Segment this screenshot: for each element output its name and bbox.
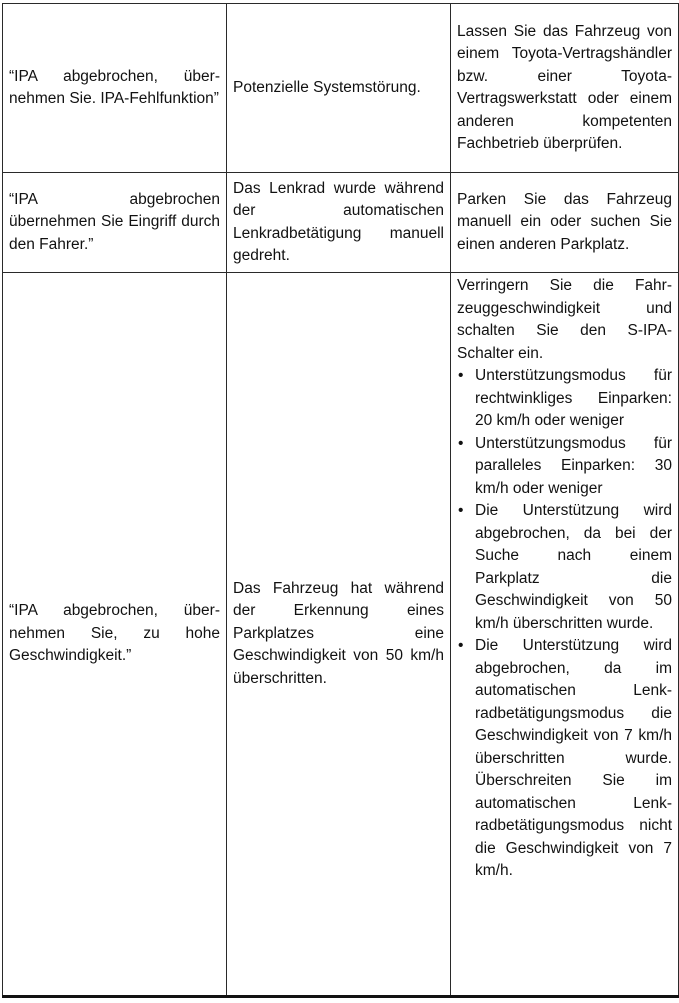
message-table	[2, 3, 679, 998]
cause-cell: Potenzielle Systemstörung.	[227, 4, 451, 173]
table-row	[3, 173, 679, 273]
bullet-list	[457, 365, 672, 883]
table-row	[3, 273, 679, 997]
action-text: Verringern Sie die Fahrzeuggeschwindigkeit und schalten Sie den S-IPA-Schalter ein.	[457, 277, 672, 362]
list-item: • Die Unterstützung wird abgebrochen, da im automatischen Lenkradbetätigungsmodus die Geschwindigkeit von 7 km/h überschritten wurde. Überschreiten Sie im automatischen Lenkradbetätigungsmodus nicht die Geschwindigkeit von 7 km/h.	[457, 635, 672, 883]
cause-cell: Das Lenkrad wurde während der automatischen Lenkradbetätigung manuell gedreht.	[227, 173, 451, 273]
action-cell: Lassen Sie das Fahrzeug von einem Toyota-Vertragshändler bzw. einer Toyota-Vertragswerkstatt oder einem anderen kompetenten Fachbetrieb überprüfen.	[451, 4, 679, 173]
list-item: • Die Unterstützung wird abgebrochen, da bei der Suche nach einem Parkplatz die Geschwindigkeit von 50 km/h überschritten wurde.	[457, 500, 672, 635]
message-cell: “IPA abgebrochen, übernehmen Sie, zu hohe Geschwindigkeit.”	[3, 273, 227, 997]
message-cell: “IPA abgebrochen übernehmen Sie Eingriff durch den Fahrer.”	[3, 173, 227, 273]
table-row	[3, 4, 679, 173]
list-item: • Unterstützungsmodus für paralleles Einparken: 30 km/h oder weniger	[457, 433, 672, 501]
message-cell: “IPA abgebrochen, übernehmen Sie. IPA-Fehlfunktion”	[3, 4, 227, 173]
action-cell: Parken Sie das Fahrzeug manuell ein oder suchen Sie einen anderen Parkplatz.	[451, 173, 679, 273]
action-cell	[451, 273, 679, 997]
cause-cell: Das Fahrzeug hat während der Erkennung eines Parkplatzes eine Geschwindigkeit von 50 km/h überschritten.	[227, 273, 451, 997]
list-item: • Unterstützungsmodus für rechtwinkliges Einparken: 20 km/h oder weniger	[457, 365, 672, 433]
